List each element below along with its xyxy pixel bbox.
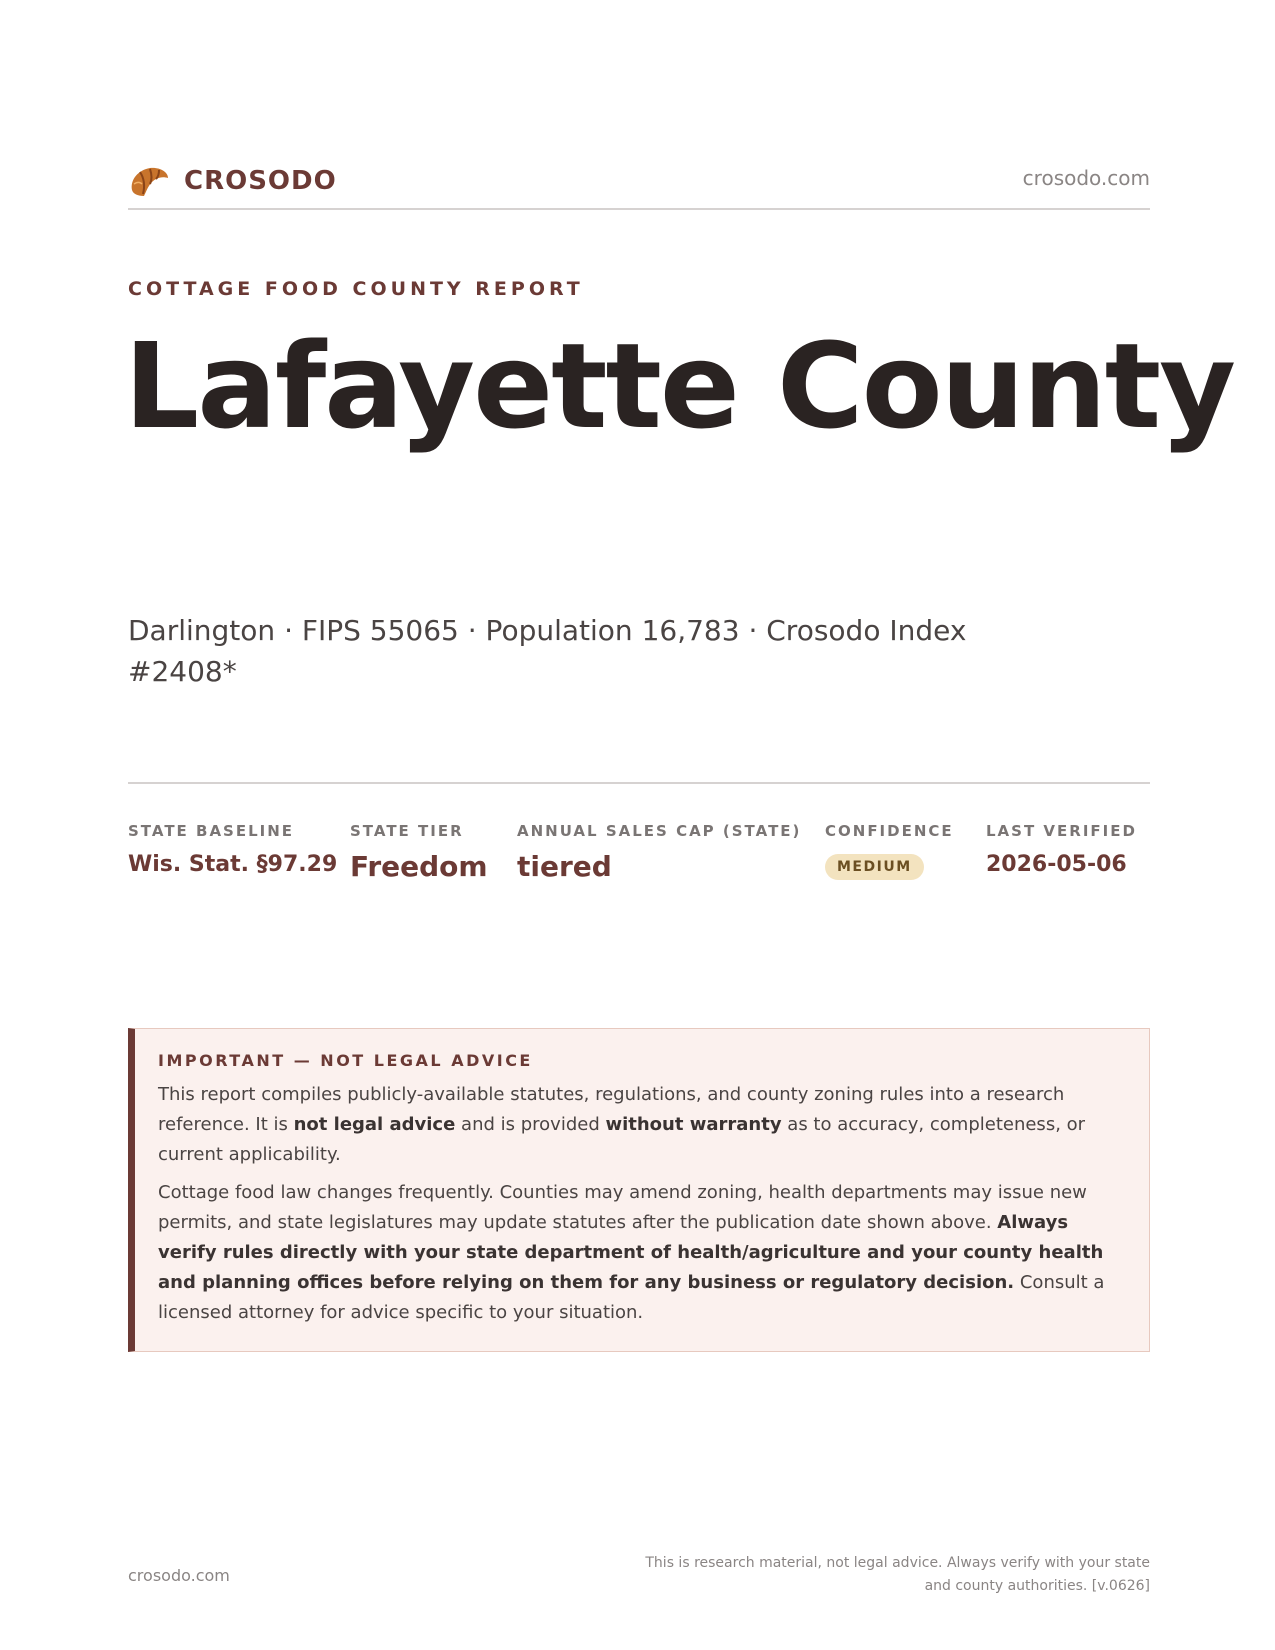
report-subtitle: Darlington · FIPS 55065 · Population 16,783 · Crosodo Index #2408* xyxy=(128,614,967,688)
fact-confidence xyxy=(825,822,954,880)
notice-emphasis: without warranty xyxy=(605,1114,782,1135)
brand-name: CROSODO xyxy=(184,166,337,196)
notice-paragraph-1 xyxy=(158,1080,1125,1170)
notice-heading: IMPORTANT — NOT LEGAL ADVICE xyxy=(158,1051,533,1070)
legal-notice xyxy=(128,1028,1150,1352)
brand[interactable] xyxy=(128,162,337,200)
croissant-icon xyxy=(128,162,170,200)
fact-label: CONFIDENCE xyxy=(825,822,954,840)
notice-text: Cottage food law changes frequently. Counties may amend zoning, health departments may issue new permits, and state legislatures may update statutes after the publication date shown above. xyxy=(158,1182,1087,1233)
notice-text: Consult a licensed attorney for advice specific to your situation. xyxy=(158,1272,1105,1323)
fact-value: 2026-05-06 xyxy=(986,852,1127,877)
notice-text: as to accuracy, completeness, or current applicability. xyxy=(158,1114,1086,1165)
fact-label: STATE BASELINE xyxy=(128,822,295,840)
fact-last-verified xyxy=(986,822,1137,877)
footer-url-link[interactable]: crosodo.com xyxy=(128,1566,230,1585)
fact-annual-sales-cap xyxy=(517,822,801,883)
notice-text: and is provided xyxy=(455,1114,606,1135)
fact-label: STATE TIER xyxy=(350,822,464,840)
fact-value: Wis. Stat. §97.29 xyxy=(128,852,338,877)
page-header xyxy=(128,158,1150,210)
notice-text: This report compiles publicly-available statutes, regulations, and county zoning rules into a research reference. It is xyxy=(158,1084,1065,1135)
report-eyebrow: COTTAGE FOOD COUNTY REPORT xyxy=(128,278,584,300)
page-title: Lafayette County xyxy=(124,317,1235,455)
facts-row xyxy=(128,782,1150,883)
notice-emphasis: Always verify rules directly with your state department of health/agriculture and your county health and planning offices before relying on them for any business or regulatory decision. xyxy=(158,1212,1104,1293)
fact-label: LAST VERIFIED xyxy=(986,822,1137,840)
status-badge: MEDIUM xyxy=(825,854,924,880)
notice-paragraph-2 xyxy=(158,1178,1125,1328)
fact-label: ANNUAL SALES CAP (STATE) xyxy=(517,822,802,840)
fact-value: Freedom xyxy=(350,850,488,883)
fact-state-tier xyxy=(350,822,488,883)
fact-state-baseline xyxy=(128,822,337,877)
fact-value: tiered xyxy=(517,850,612,883)
notice-emphasis: not legal advice xyxy=(293,1114,456,1135)
footer-disclaimer: This is research material, not legal advice. Always verify with your state and county authorities. [v.0626] xyxy=(645,1555,1150,1594)
header-url-link[interactable]: crosodo.com xyxy=(1022,166,1150,190)
